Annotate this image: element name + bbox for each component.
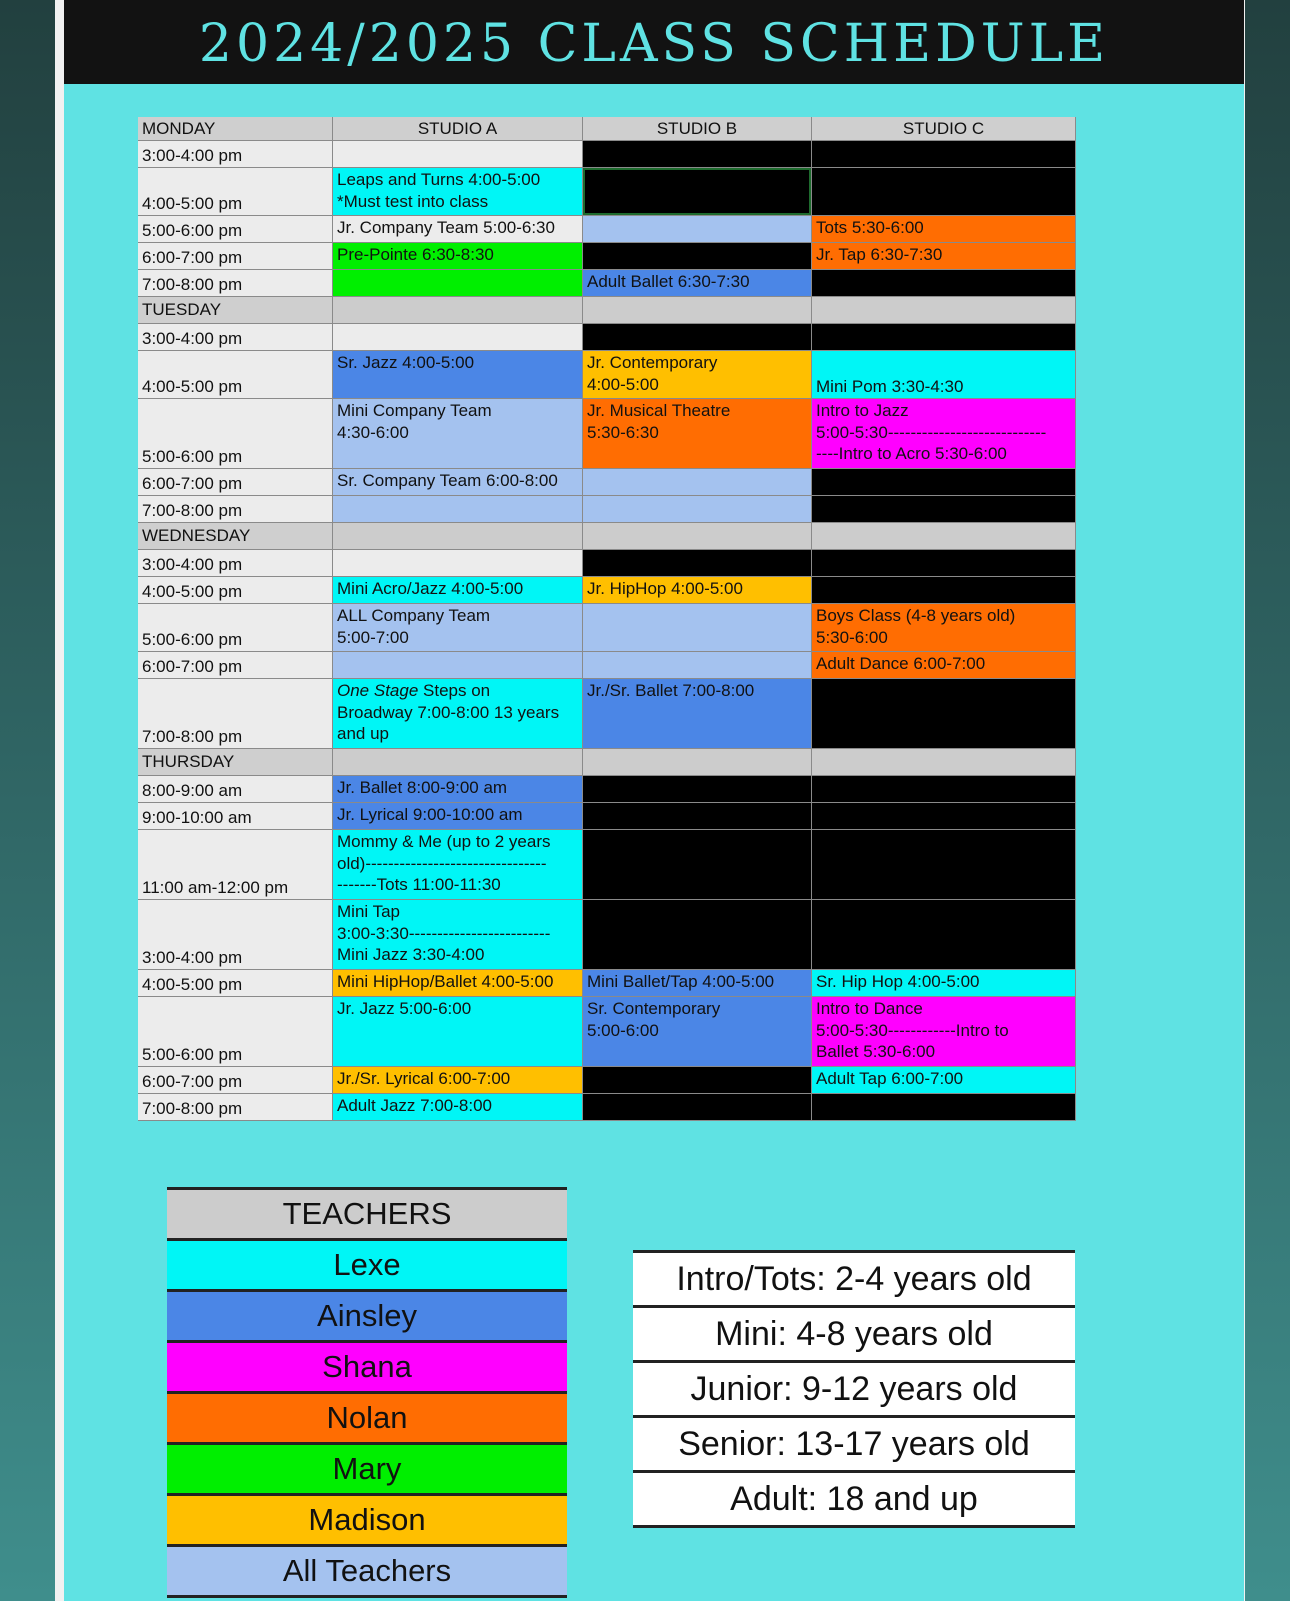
day-row xyxy=(138,749,1076,776)
age-group-row: Mini: 4-8 years old xyxy=(633,1308,1075,1363)
time-cell: 7:00-8:00 pm xyxy=(138,496,333,523)
table-row xyxy=(138,1067,1076,1094)
class-label: Adult Tap 6:00-7:00 xyxy=(816,1069,964,1088)
header-studio-b: STUDIO B xyxy=(583,117,812,141)
class-label: Jr. Company Team 5:00-6:30 xyxy=(337,218,555,237)
class-label: Adult Ballet 6:30-7:30 xyxy=(587,272,750,291)
class-label: Mini Ballet/Tap 4:00-5:00 xyxy=(587,972,775,991)
teacher-nolan: Nolan xyxy=(167,1394,567,1445)
time-cell: 3:00-4:00 pm xyxy=(138,324,333,351)
time-cell: 5:00-6:00 pm xyxy=(138,399,333,469)
schedule-table xyxy=(138,117,1076,1121)
class-cell-studio-c xyxy=(812,604,1076,652)
class-label: Intro to Dance 5:00-5:30------------Intro to Ballet 5:30-6:00 xyxy=(816,999,1009,1061)
class-cell-studio-a xyxy=(333,1094,583,1121)
time-cell: 4:00-5:00 pm xyxy=(138,351,333,399)
class-label: Pre-Pointe 6:30-8:30 xyxy=(337,245,494,264)
table-row xyxy=(138,324,1076,351)
class-cell-studio-c xyxy=(812,1067,1076,1094)
class-label: Mini Tap 3:00-3:30------------------------- Mini Jazz 3:30-4:00 xyxy=(337,902,551,964)
class-cell-studio-a xyxy=(333,749,583,776)
class-label: Jr. Contemporary 4:00-5:00 xyxy=(587,353,718,394)
teacher-list xyxy=(167,1241,567,1598)
teacher-all-teachers: All Teachers xyxy=(167,1547,567,1598)
class-cell-studio-a xyxy=(333,496,583,523)
class-cell-studio-b xyxy=(583,679,812,749)
class-cell-studio-c xyxy=(812,830,1076,900)
table-row xyxy=(138,168,1076,216)
time-cell: 6:00-7:00 pm xyxy=(138,469,333,496)
day-row xyxy=(138,297,1076,324)
class-label: ALL Company Team 5:00-7:00 xyxy=(337,606,491,647)
class-cell-studio-b xyxy=(583,970,812,997)
class-cell-studio-a xyxy=(333,830,583,900)
table-row xyxy=(138,997,1076,1067)
class-cell-studio-c xyxy=(812,1094,1076,1121)
class-label: Mini HipHop/Ballet 4:00-5:00 xyxy=(337,972,554,991)
day-row xyxy=(138,523,1076,550)
class-label: Jr. Lyrical 9:00-10:00 am xyxy=(337,805,523,824)
class-cell-studio-b xyxy=(583,243,812,270)
class-label: Mommy & Me (up to 2 years old)-------------------------------- -------Tots 11:00-11:30 xyxy=(337,832,551,894)
class-cell-studio-c xyxy=(812,216,1076,243)
class-cell-studio-c xyxy=(812,577,1076,604)
class-label: Mini Pom 3:30-4:30 xyxy=(816,376,964,396)
class-cell-studio-b xyxy=(583,577,812,604)
class-cell-studio-c xyxy=(812,997,1076,1067)
class-cell-studio-a xyxy=(333,324,583,351)
class-cell-studio-c xyxy=(812,168,1076,216)
teachers-legend xyxy=(167,1187,567,1598)
class-cell-studio-a xyxy=(333,243,583,270)
class-cell-studio-a xyxy=(333,399,583,469)
teacher-shana: Shana xyxy=(167,1343,567,1394)
class-label: Mini Company Team 4:30-6:00 xyxy=(337,401,492,442)
time-cell: 11:00 am-12:00 pm xyxy=(138,830,333,900)
class-label: Tots 5:30-6:00 xyxy=(816,218,924,237)
class-cell-studio-a xyxy=(333,216,583,243)
time-cell: 5:00-6:00 pm xyxy=(138,604,333,652)
class-cell-studio-a xyxy=(333,270,583,297)
teacher-ainsley: Ainsley xyxy=(167,1292,567,1343)
class-cell-studio-a xyxy=(333,776,583,803)
class-cell-studio-b xyxy=(583,399,812,469)
time-cell: 6:00-7:00 pm xyxy=(138,1067,333,1094)
class-label: Leaps and Turns 4:00-5:00 *Must test into class xyxy=(337,170,541,211)
class-cell-studio-c xyxy=(812,141,1076,168)
class-label: Sr. Contemporary 5:00-6:00 xyxy=(587,999,721,1040)
class-cell-studio-a xyxy=(333,997,583,1067)
class-cell-studio-c xyxy=(812,970,1076,997)
class-cell-studio-b xyxy=(583,604,812,652)
class-cell-studio-b xyxy=(583,997,812,1067)
class-cell-studio-b xyxy=(583,216,812,243)
class-label: One Stage Steps on Broadway 7:00-8:00 13 years and up xyxy=(337,681,560,743)
class-cell-studio-a xyxy=(333,297,583,324)
time-cell: 3:00-4:00 pm xyxy=(138,141,333,168)
class-cell-studio-a xyxy=(333,1067,583,1094)
class-label: Jr. Ballet 8:00-9:00 am xyxy=(337,778,508,797)
table-row xyxy=(138,1094,1076,1121)
class-cell-studio-b xyxy=(583,550,812,577)
class-cell-studio-a xyxy=(333,550,583,577)
time-cell: 5:00-6:00 pm xyxy=(138,216,333,243)
class-label: Jr./Sr. Lyrical 6:00-7:00 xyxy=(337,1069,511,1088)
table-row xyxy=(138,776,1076,803)
class-cell-studio-b xyxy=(583,141,812,168)
class-cell-studio-c xyxy=(812,803,1076,830)
table-row xyxy=(138,830,1076,900)
class-label: Intro to Jazz 5:00-5:30---------------------------- ----Intro to Acro 5:30-6:00 xyxy=(816,401,1047,463)
day-label: THURSDAY xyxy=(138,749,333,776)
class-cell-studio-a xyxy=(333,970,583,997)
class-label: Adult Dance 6:00-7:00 xyxy=(816,654,986,673)
class-cell-studio-a xyxy=(333,168,583,216)
class-cell-studio-b xyxy=(583,469,812,496)
table-row xyxy=(138,216,1076,243)
class-cell-studio-c xyxy=(812,469,1076,496)
class-cell-studio-b xyxy=(583,1067,812,1094)
time-cell: 4:00-5:00 pm xyxy=(138,577,333,604)
class-cell-studio-c xyxy=(812,550,1076,577)
time-cell: 4:00-5:00 pm xyxy=(138,168,333,216)
table-row xyxy=(138,351,1076,399)
class-cell-studio-c xyxy=(812,523,1076,550)
table-row xyxy=(138,141,1076,168)
table-row xyxy=(138,243,1076,270)
age-group-row: Junior: 9-12 years old xyxy=(633,1363,1075,1418)
class-label: Jr./Sr. Ballet 7:00-8:00 xyxy=(587,681,755,700)
table-row xyxy=(138,604,1076,652)
age-group-row: Adult: 18 and up xyxy=(633,1473,1075,1528)
time-cell: 4:00-5:00 pm xyxy=(138,970,333,997)
day-label: TUESDAY xyxy=(138,297,333,324)
page-title: 2024/2025 CLASS SCHEDULE xyxy=(64,0,1244,84)
table-row xyxy=(138,399,1076,469)
class-label: Adult Jazz 7:00-8:00 xyxy=(337,1096,492,1115)
table-row xyxy=(138,679,1076,749)
header-studio-c: STUDIO C xyxy=(812,117,1076,141)
table-header-row xyxy=(138,117,1076,141)
time-cell: 5:00-6:00 pm xyxy=(138,997,333,1067)
class-label: Mini Acro/Jazz 4:00-5:00 xyxy=(337,579,524,598)
class-cell-studio-c xyxy=(812,243,1076,270)
class-cell-studio-a xyxy=(333,351,583,399)
class-label: Jr. Tap 6:30-7:30 xyxy=(816,245,943,264)
class-cell-studio-b xyxy=(583,496,812,523)
age-group-row: Intro/Tots: 2-4 years old xyxy=(633,1253,1075,1308)
time-cell: 6:00-7:00 pm xyxy=(138,652,333,679)
time-cell: 7:00-8:00 pm xyxy=(138,1094,333,1121)
class-cell-studio-c xyxy=(812,351,1076,399)
class-cell-studio-c xyxy=(812,496,1076,523)
schedule-rows xyxy=(138,141,1076,1121)
teacher-mary: Mary xyxy=(167,1445,567,1496)
class-cell-studio-b xyxy=(583,297,812,324)
class-cell-studio-c xyxy=(812,399,1076,469)
header-day: MONDAY xyxy=(138,117,333,141)
class-cell-studio-c xyxy=(812,652,1076,679)
class-label: Boys Class (4-8 years old) 5:30-6:00 xyxy=(816,606,1016,647)
table-row xyxy=(138,469,1076,496)
class-cell-studio-a xyxy=(333,523,583,550)
time-cell: 8:00-9:00 am xyxy=(138,776,333,803)
class-cell-studio-a xyxy=(333,679,583,749)
class-cell-studio-b xyxy=(583,270,812,297)
teacher-lexe: Lexe xyxy=(167,1241,567,1292)
class-cell-studio-b xyxy=(583,776,812,803)
table-row xyxy=(138,496,1076,523)
time-cell: 7:00-8:00 pm xyxy=(138,270,333,297)
class-cell-studio-a xyxy=(333,900,583,970)
table-row xyxy=(138,550,1076,577)
class-cell-studio-a xyxy=(333,469,583,496)
teachers-title: TEACHERS xyxy=(167,1190,567,1241)
class-label: Sr. Hip Hop 4:00-5:00 xyxy=(816,972,980,991)
class-label: Jr. HipHop 4:00-5:00 xyxy=(587,579,743,598)
time-cell: 7:00-8:00 pm xyxy=(138,679,333,749)
class-cell-studio-c xyxy=(812,324,1076,351)
class-cell-studio-c xyxy=(812,297,1076,324)
time-cell: 3:00-4:00 pm xyxy=(138,550,333,577)
class-cell-studio-b xyxy=(583,749,812,776)
age-group-row: Senior: 13-17 years old xyxy=(633,1418,1075,1473)
class-label: Sr. Company Team 6:00-8:00 xyxy=(337,471,558,490)
class-cell-studio-b xyxy=(583,652,812,679)
teacher-madison: Madison xyxy=(167,1496,567,1547)
class-cell-studio-c xyxy=(812,270,1076,297)
class-label-italic: One Stage xyxy=(337,681,419,700)
class-cell-studio-c xyxy=(812,679,1076,749)
table-row xyxy=(138,803,1076,830)
class-cell-studio-b xyxy=(583,523,812,550)
time-cell: 6:00-7:00 pm xyxy=(138,243,333,270)
day-label: WEDNESDAY xyxy=(138,523,333,550)
class-label: Jr. Jazz 5:00-6:00 xyxy=(337,999,472,1018)
class-cell-studio-b xyxy=(583,900,812,970)
class-cell-studio-c xyxy=(812,900,1076,970)
class-cell-studio-b xyxy=(583,830,812,900)
class-cell-studio-b xyxy=(583,324,812,351)
table-row xyxy=(138,970,1076,997)
class-cell-studio-c xyxy=(812,776,1076,803)
header-studio-a: STUDIO A xyxy=(333,117,583,141)
table-row xyxy=(138,270,1076,297)
class-cell-studio-b xyxy=(583,803,812,830)
class-cell-studio-a xyxy=(333,604,583,652)
table-row xyxy=(138,900,1076,970)
class-cell-studio-b xyxy=(583,168,812,216)
time-cell: 9:00-10:00 am xyxy=(138,803,333,830)
class-cell-studio-c xyxy=(812,749,1076,776)
class-cell-studio-a xyxy=(333,652,583,679)
class-cell-studio-a xyxy=(333,141,583,168)
class-cell-studio-a xyxy=(333,803,583,830)
time-cell: 3:00-4:00 pm xyxy=(138,900,333,970)
age-groups-table xyxy=(633,1250,1075,1528)
table-row xyxy=(138,652,1076,679)
class-cell-studio-b xyxy=(583,1094,812,1121)
class-cell-studio-a xyxy=(333,577,583,604)
table-row xyxy=(138,577,1076,604)
class-cell-studio-b xyxy=(583,351,812,399)
class-label: Sr. Jazz 4:00-5:00 xyxy=(337,353,475,372)
class-label: Jr. Musical Theatre 5:30-6:30 xyxy=(587,401,731,442)
